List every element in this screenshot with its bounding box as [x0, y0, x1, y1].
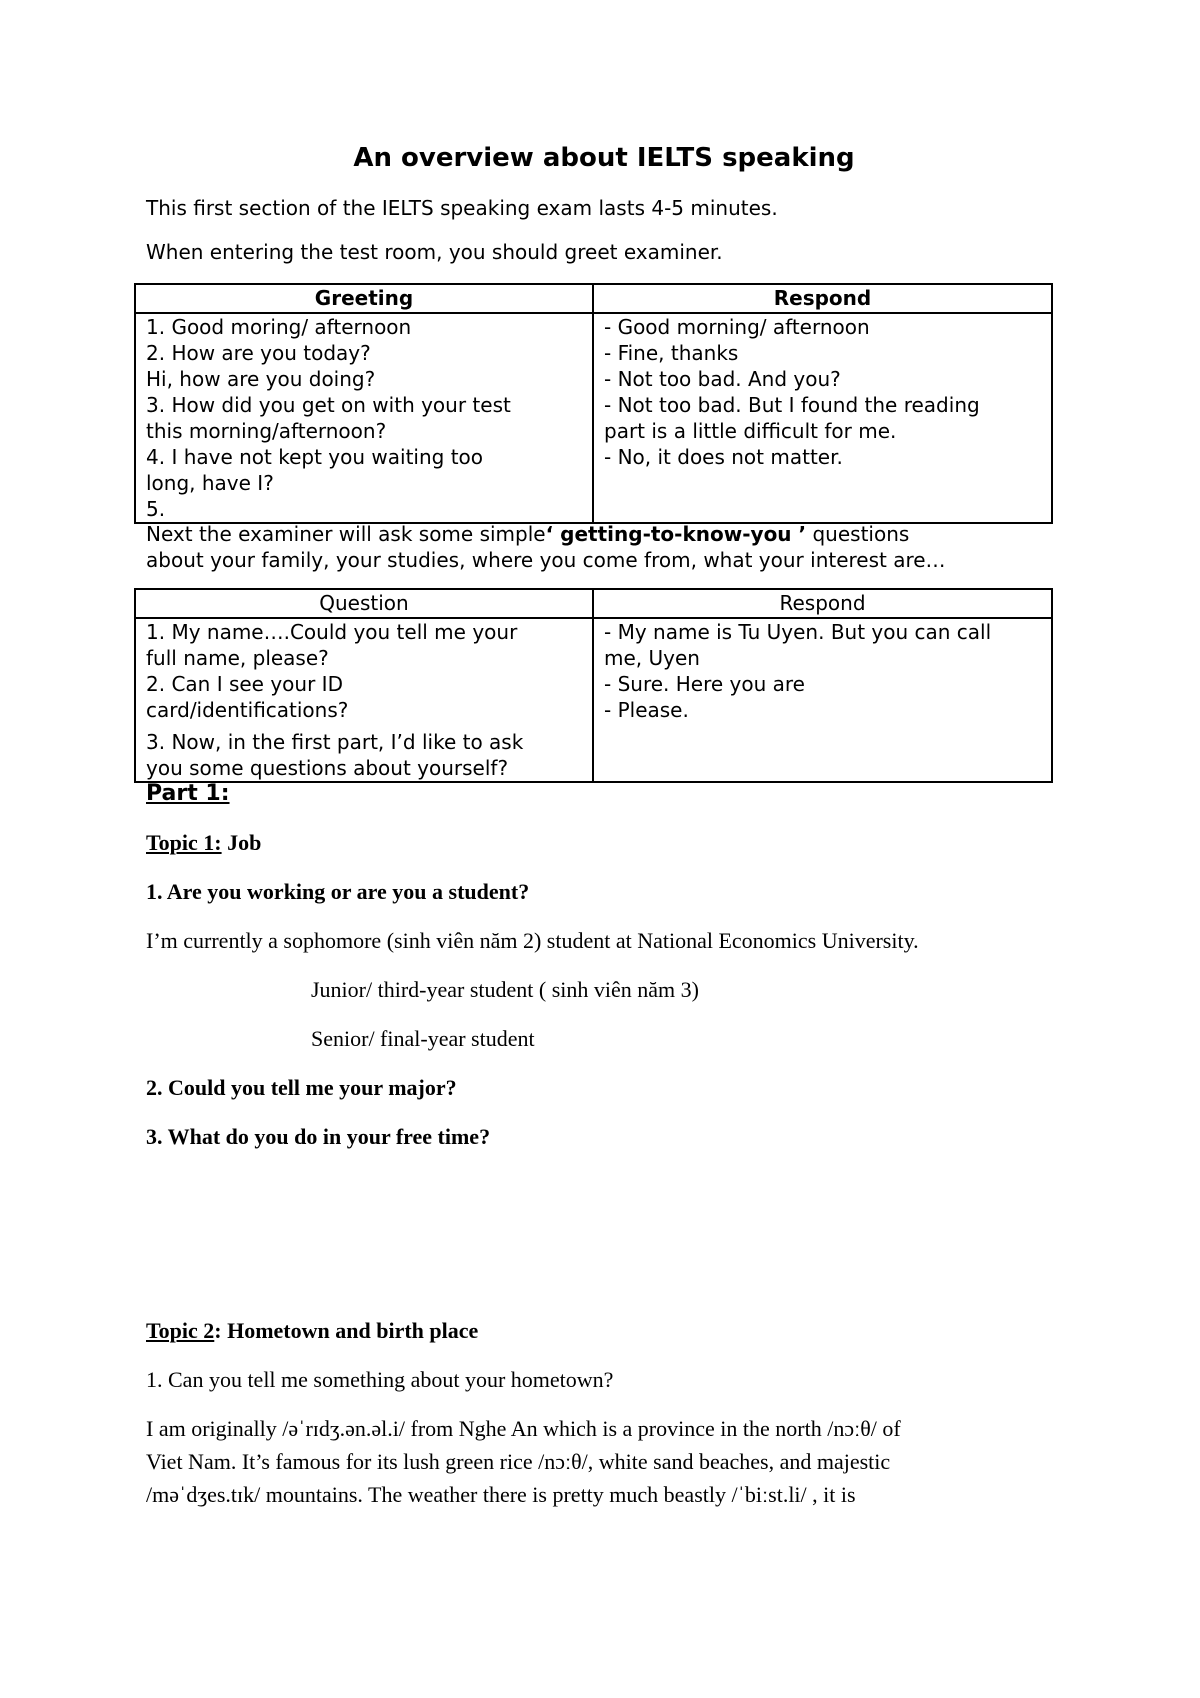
greeting-line: this morning/afternoon? [146, 419, 387, 443]
respond-line: part is a little difficult for me. [604, 419, 897, 443]
question-cell [135, 618, 593, 782]
question-respond-line: - Sure. Here you are [604, 672, 805, 696]
question-line: full name, please? [146, 646, 329, 670]
next-text-line-2: about your family, your studies, where you come from, what your interest are… [146, 548, 946, 572]
topic-1-answer-1: I’m currently a sophomore (sinh viên năm 2) student at National Economics University. [146, 928, 919, 953]
respond-line: - Not too bad. And you? [604, 367, 841, 391]
topic-1-question-1: 1. Are you working or are you a student? [146, 879, 530, 904]
respond-line: - Fine, thanks [604, 341, 739, 365]
question-line: 1. My name….Could you tell me your [146, 620, 518, 644]
greeting-line: long, have I? [146, 471, 274, 495]
question-respond-cell [593, 618, 1052, 782]
greeting-line: 5. [146, 497, 166, 521]
getting-to-know-you-phrase: ‘ getting-to-know-you ’ [545, 522, 807, 546]
topic-2-answer-line: I am originally /əˈrɪdʒ.ən.əl.i/ from Nghe An which is a province in the north /nɔːθ/ of [146, 1416, 901, 1441]
topic-1-title: Job [221, 830, 262, 855]
intro-line-1: This first section of the IELTS speaking exam lasts 4-5 minutes. [146, 196, 778, 220]
topic-1-question-2: 2. Could you tell me your major? [146, 1075, 457, 1100]
greeting-line: Hi, how are you doing? [146, 367, 376, 391]
topic-1-label: Topic 1: [146, 830, 222, 855]
greeting-cell [135, 313, 593, 523]
greeting-table-header-greeting: Greeting [135, 284, 593, 313]
respond-line: - Good morning/ afternoon [604, 315, 870, 339]
topic-2-title: : Hometown and birth place [214, 1318, 479, 1343]
respond-line: - Not too bad. But I found the reading [604, 393, 980, 417]
question-line: 3. Now, in the first part, I’d like to ask [146, 730, 524, 754]
page-title: An overview about IELTS speaking [353, 143, 855, 173]
topic-2-heading [146, 1318, 478, 1344]
question-respond-line: - Please. [604, 698, 689, 722]
next-text-after: questions [806, 522, 910, 546]
topic-1-heading [146, 830, 261, 856]
topic-2-answer-line: /məˈdʒes.tɪk/ mountains. The weather there is pretty much beastly /ˈbiːst.li/ , it is [146, 1482, 856, 1507]
topic-1-answer-alt-1: Junior/ third-year student ( sinh viên năm 3) [311, 977, 699, 1002]
greeting-line: 2. How are you today? [146, 341, 371, 365]
topic-2-label: Topic 2 [146, 1318, 215, 1343]
greeting-line: 3. How did you get on with your test [146, 393, 511, 417]
question-respond-line: me, Uyen [604, 646, 700, 670]
topic-2-answer-line: Viet Nam. It’s famous for its lush green rice /nɔːθ/, white sand beaches, and majestic [146, 1449, 891, 1474]
respond-cell [593, 313, 1052, 523]
topic-1-question-3: 3. What do you do in your free time? [146, 1124, 491, 1149]
topic-2-question-1: 1. Can you tell me something about your hometown? [146, 1367, 614, 1392]
greeting-table-header-respond: Respond [593, 284, 1052, 313]
next-text-before: Next the examiner will ask some simple [146, 522, 546, 546]
part-1-heading: Part 1: [146, 781, 230, 806]
greeting-line: 1. Good moring/ afternoon [146, 315, 412, 339]
respond-line: - No, it does not matter. [604, 445, 843, 469]
next-text-line-1 [146, 522, 909, 546]
greeting-line: 4. I have not kept you waiting too [146, 445, 484, 469]
question-line: card/identifications? [146, 698, 349, 722]
greeting-table [134, 283, 1053, 524]
question-respond-line: - My name is Tu Uyen. But you can call [604, 620, 992, 644]
question-line: 2. Can I see your ID [146, 672, 343, 696]
intro-line-2: When entering the test room, you should greet examiner. [146, 240, 723, 264]
question-line: you some questions about yourself? [146, 756, 509, 780]
topic-1-answer-alt-2: Senior/ final-year student [311, 1026, 535, 1051]
question-table [134, 588, 1053, 783]
question-table-header-respond: Respond [593, 589, 1052, 618]
question-table-header-question: Question [135, 589, 593, 618]
